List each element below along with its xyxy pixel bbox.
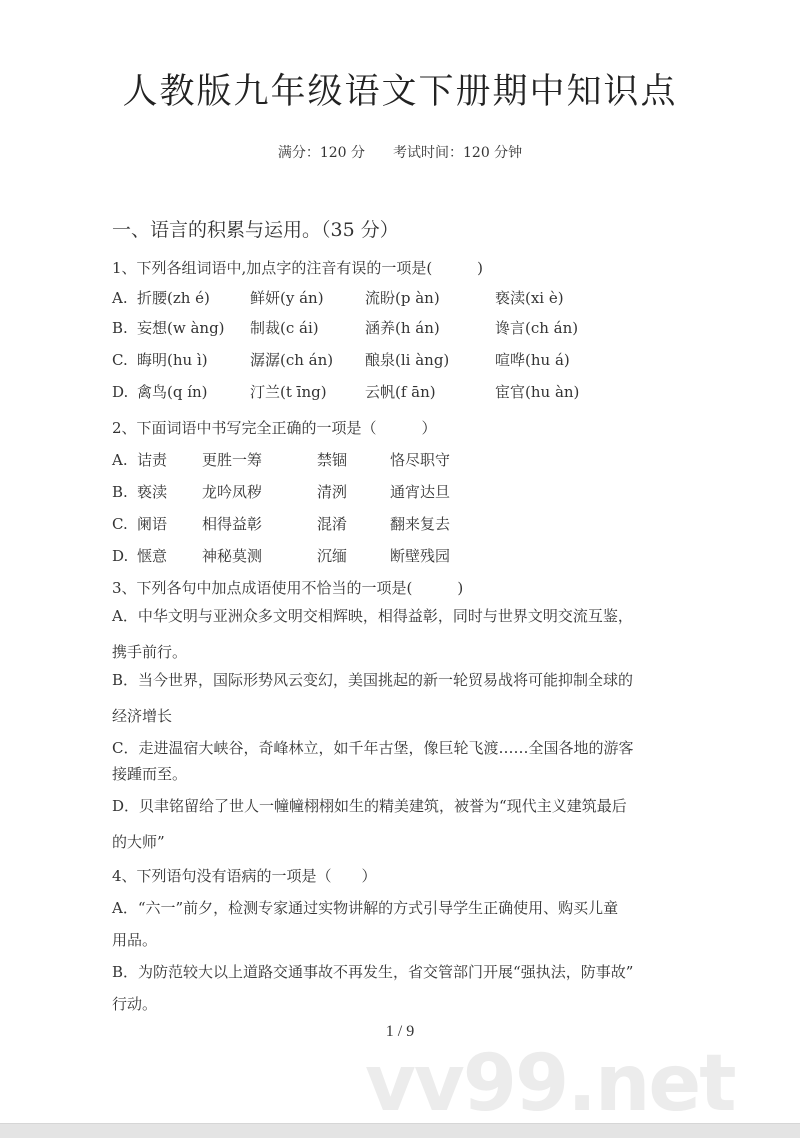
q1-option-cell: 潺潺(ch án) [250,351,334,369]
section-heading: 一、语言的积累与运用。（35 分） [112,219,399,241]
q2-option-cell: 禁锢 [317,451,348,469]
q2-option-cell: 亵渎 [137,483,168,501]
q1-option-cell: 云帆(f ān) [365,383,436,401]
q3-line: 经济增长 [112,707,173,725]
document-title: 人教版九年级语文下册期中知识点 [122,72,678,112]
q4-line: B．为防范较大以上道路交通事故不再发生，省交管部门开展“强执法，防事故” [112,963,634,981]
q1-option-cell: 禽鸟(q ín) [137,383,208,401]
q2-option-cell: 断壁残园 [390,547,451,565]
q3-line: 携手前行。 [112,643,188,661]
q1-option-cell: 制裁(c ái) [250,319,319,337]
q1-option-cell: 汀兰(t īng) [250,383,327,401]
q2-option-cell: 沉缅 [317,547,348,565]
q3-line: A．中华文明与亚洲众多文明交相辉映，相得益彰，同时与世界文明交流互鉴， [112,607,633,625]
q2-option-cell: 通宵达旦 [390,483,451,501]
q1-option-cell: 鲜妍(y án) [250,289,324,307]
q1-option-cell: B. [112,319,128,337]
q1-option-cell: C. [112,351,128,369]
watermark: vv99.net [365,1039,735,1123]
q3-line: C．走进温宿大峡谷，奇峰林立，如千年古堡，像巨轮飞渡……全国各地的游客 [112,739,634,757]
q2-option-cell: 更胜一筹 [202,451,263,469]
q2-option-cell: 惬意 [137,547,168,565]
q4-line: 用品。 [112,931,158,949]
q1-option-cell: 妄想(w àng) [137,319,225,337]
q4-stem: 4、下列语句没有语病的一项是（ ） [112,867,377,885]
viewer-bottom-bar [0,1123,800,1138]
q2-option-cell: A. [112,451,128,469]
q2-option-cell: 龙吟凤秽 [202,483,263,501]
q4-line: A．“六一”前夕，检测专家通过实物讲解的方式引导学生正确使用、购买儿童 [112,899,619,917]
q2-option-cell: C. [112,515,128,533]
q3-stem: 3、下列各句中加点成语使用不恰当的一项是( ) [112,579,464,597]
q2-option-cell: 清洌 [317,483,348,501]
q1-option-cell: 喧哗(hu á) [495,351,570,369]
q3-line: 的大师” [112,833,165,851]
q2-option-cell: 翻来复去 [390,515,451,533]
q1-option-cell: 晦明(hu ì) [137,351,208,369]
q4-line: 行动。 [112,995,158,1013]
q1-option-cell: 折腰(zh é) [137,289,210,307]
q1-option-cell: 亵渎(xi è) [495,289,564,307]
q1-option-cell: 宦官(hu àn) [495,383,580,401]
q1-stem: 1、下列各组词语中,加点字的注音有误的一项是( ) [112,259,484,277]
q3-line: D．贝聿铭留给了世人一幢幢栩栩如生的精美建筑，被誉为“现代主义建筑最后 [112,797,627,815]
page-number: 1 / 9 [385,1023,415,1040]
q3-line: 接踵而至。 [112,765,188,783]
q1-option-cell: A. [112,289,128,307]
q1-option-cell: D. [112,383,129,401]
q2-stem: 2、下面词语中书写完全正确的一项是（ ） [112,419,437,437]
q1-option-cell: 酿泉(li àng) [365,351,450,369]
q2-option-cell: 混淆 [317,515,348,533]
q2-option-cell: 神秘莫测 [202,547,263,565]
exam-info: 满分：120 分 考试时间：120 分钟 [277,145,523,161]
q1-option-cell: 涵养(h án) [365,319,440,337]
q1-option-cell: 谗言(ch án) [495,319,579,337]
q2-option-cell: 相得益彰 [202,515,263,533]
q2-option-cell: 诘责 [137,451,168,469]
q3-line: B．当今世界，国际形势风云变幻，美国挑起的新一轮贸易战将可能抑制全球的 [112,671,634,689]
q1-option-cell: 流盼(p àn) [365,289,440,307]
q2-option-cell: B. [112,483,128,501]
q2-option-cell: 阑语 [137,515,168,533]
q2-option-cell: D. [112,547,129,565]
q2-option-cell: 恪尽职守 [390,451,451,469]
